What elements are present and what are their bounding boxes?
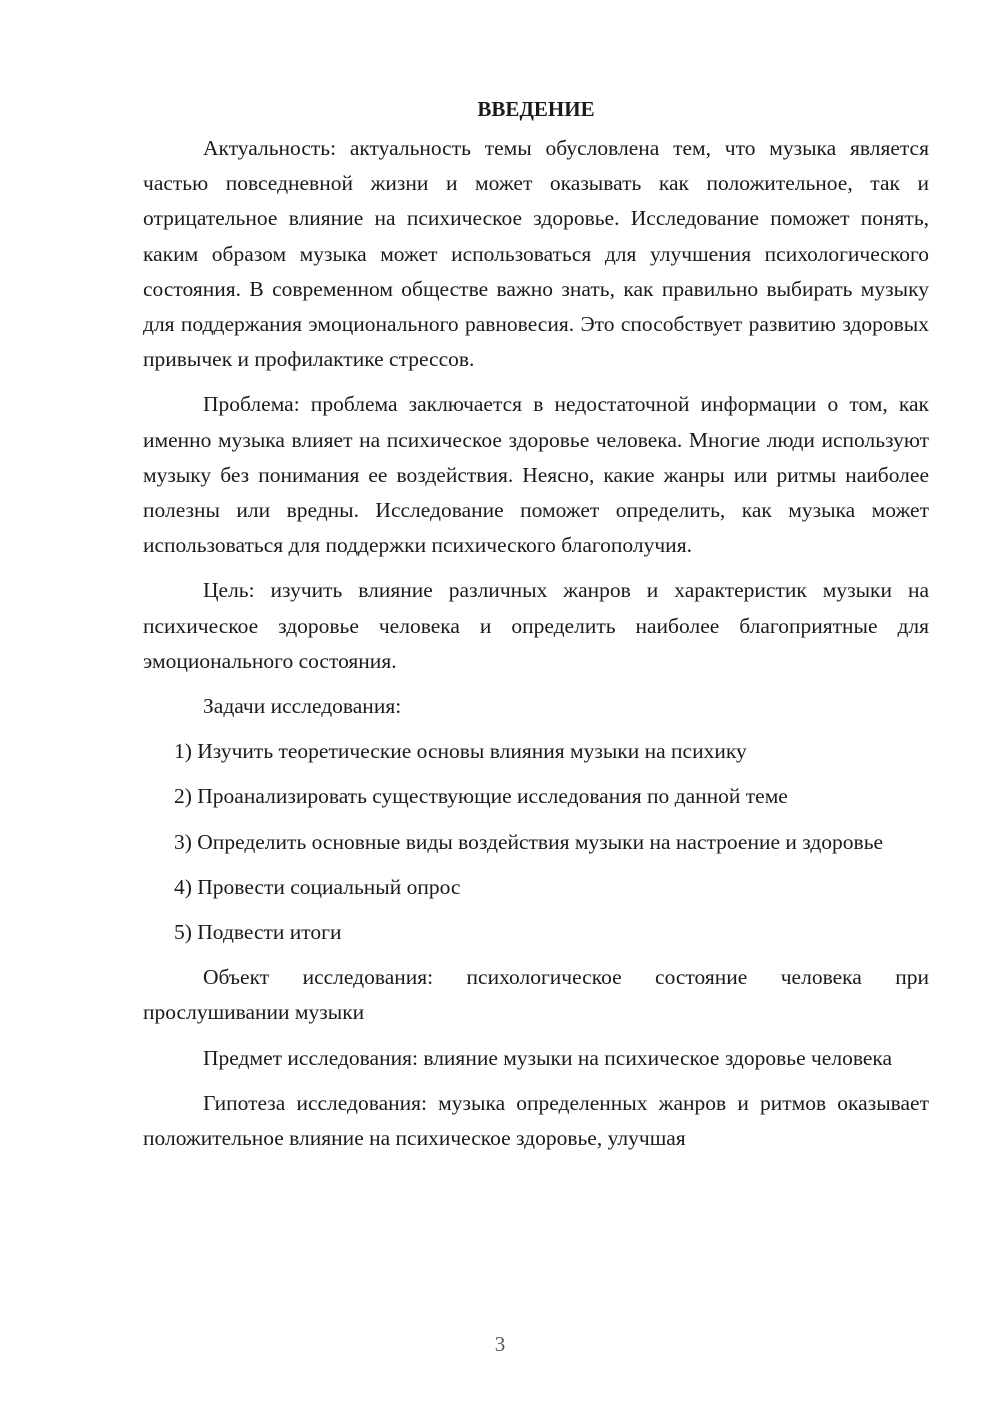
hypothesis-paragraph: Гипотеза исследования: музыка определенных жанров и ритмов оказывает положительное влияние на психическое здоровье, улучшая (143, 1090, 929, 1151)
relevance-paragraph: Актуальность: актуальность темы обусловлена тем, что музыка является частью повседневной жизни и может оказывать как положительное, так и отрицательное влияние на психическое здоровье. Исследование поможет понять, каким образом музыка может использоваться для улучшения психологического состояния. В современном обществе важно знать, как правильно выбирать музыку для поддержания эмоционального равновесия. Это способствует развитию здоровых привычек и профилактике стрессов. (143, 136, 929, 372)
task-item-1: 1) Изучить теоретические основы влияния музыки на психику (174, 739, 747, 764)
page-number: 3 (494, 1332, 506, 1356)
task-item-4: 4) Провести социальный опрос (174, 874, 461, 899)
tasks-heading: Задачи исследования: (203, 694, 402, 719)
object-paragraph: Объект исследования: психологическое состояние человека при прослушивании музыки (143, 965, 929, 1025)
goal-paragraph: Цель: изучить влияние различных жанров и характеристик музыки на психическое здоровье человека и определить наиболее благоприятные для эмоционального состояния. (143, 578, 929, 673)
task-item-2: 2) Проанализировать существующие исследования по данной теме (174, 784, 788, 809)
task-item-3: 3) Определить основные виды воздействия музыки на настроение и здоровье (174, 829, 884, 854)
document-page (143, 92, 929, 1166)
problem-paragraph: Проблема: проблема заключается в недостаточной информации о том, как именно музыка влияет на психическое здоровье человека. Многие люди используют музыку без понимания ее воздействия. Неясно, какие жанры или ритмы наиболее полезны или вредны. Исследование поможет определить, как музыка может использоваться для поддержки психического благополучия. (143, 392, 929, 558)
subject-paragraph: Предмет исследования: влияние музыки на психическое здоровье человека (203, 1045, 893, 1070)
task-item-5: 5) Подвести итоги (174, 920, 342, 945)
section-title: ВВЕДЕНИЕ (477, 97, 595, 121)
